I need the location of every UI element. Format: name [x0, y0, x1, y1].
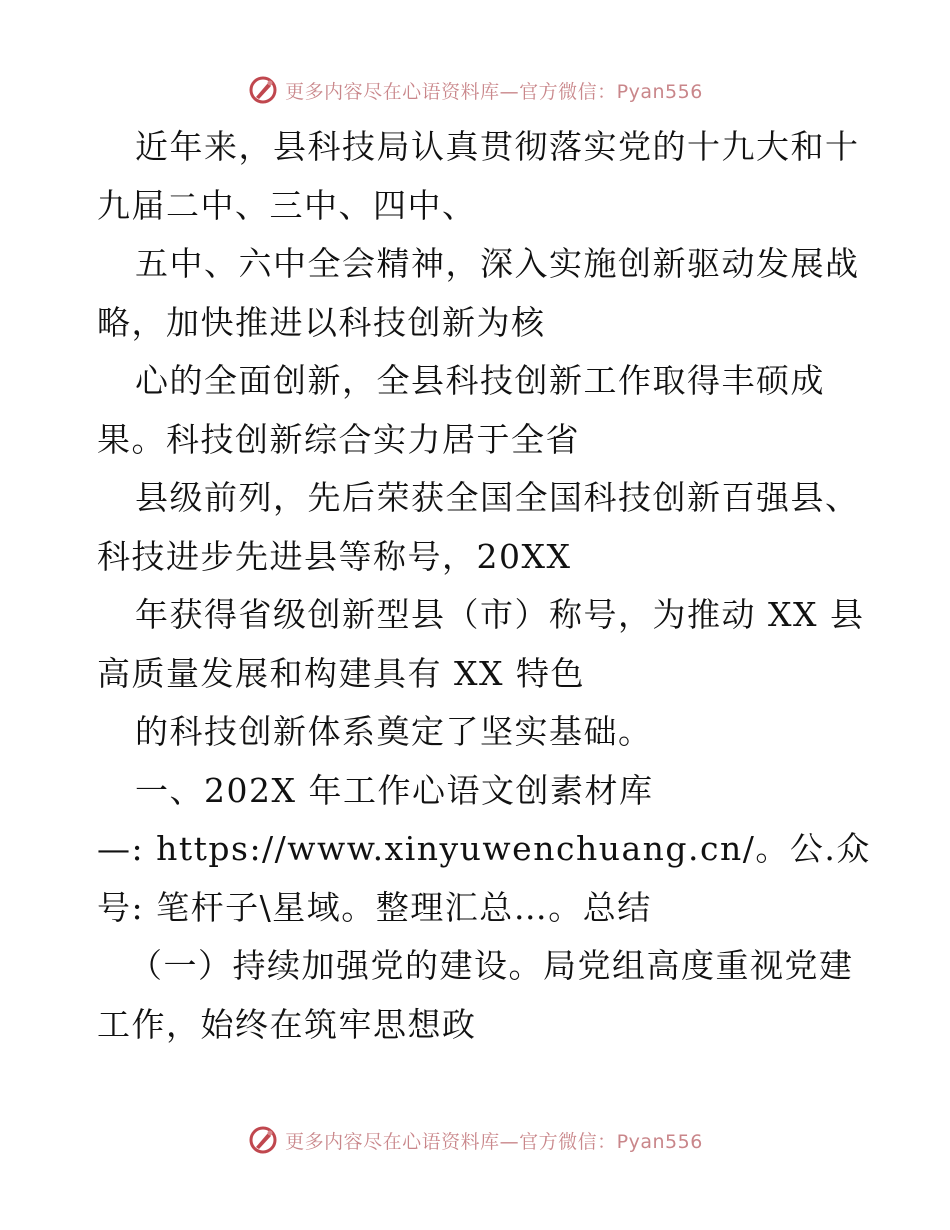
- quill-seal-icon: [247, 74, 279, 106]
- paragraph-line: 近年来，县科技局认真贯彻落实党的十九大和十: [135, 127, 860, 166]
- paragraph-line: 五中、六中全会精神，深入实施创新驱动发展战: [135, 244, 860, 283]
- subsection-heading: （一）持续加强党的建设。局党组高度重视党建: [129, 946, 854, 985]
- paragraph-line: 果。科技创新综合实力居于全省: [97, 419, 580, 459]
- watermark-text: 更多内容尽在心语资料库—官方微信：Pyan556: [285, 80, 703, 103]
- paragraph-line: 九届二中、三中、四中、: [97, 185, 477, 225]
- paragraph-line: 的科技创新体系奠定了坚实基础。: [135, 712, 653, 751]
- paragraph-line: 心的全面创新，全县科技创新工作取得丰硕成: [135, 361, 825, 400]
- quill-seal-icon: [247, 1124, 279, 1156]
- paragraph-line: 年获得省级创新型县（市）称号，为推动 XX 县: [135, 595, 865, 634]
- paragraph-line: —: https://www.xinyuwenchuang.cn/。公.众: [97, 829, 871, 868]
- paragraph-line: 略，加快推进以科技创新为核: [97, 302, 546, 342]
- paragraph-line: 工作，始终在筑牢思想政: [97, 1004, 477, 1044]
- section-heading: 一、202X 年工作心语文创素材库: [135, 770, 654, 810]
- paragraph-line: 科技进步先进县等称号，20XX: [97, 536, 572, 576]
- watermark-text: 更多内容尽在心语资料库—官方微信：Pyan556: [285, 1130, 703, 1153]
- paragraph-line: 号: 笔杆子\星域。整理汇总…。总结: [97, 887, 652, 927]
- paragraph-line: 高质量发展和构建具有 XX 特色: [97, 653, 585, 693]
- paragraph-line: 县级前列，先后荣获全国全国科技创新百强县、: [135, 478, 860, 517]
- footer-watermark: [0, 1120, 950, 1160]
- document-body: [97, 118, 871, 1054]
- header-watermark: [0, 70, 950, 110]
